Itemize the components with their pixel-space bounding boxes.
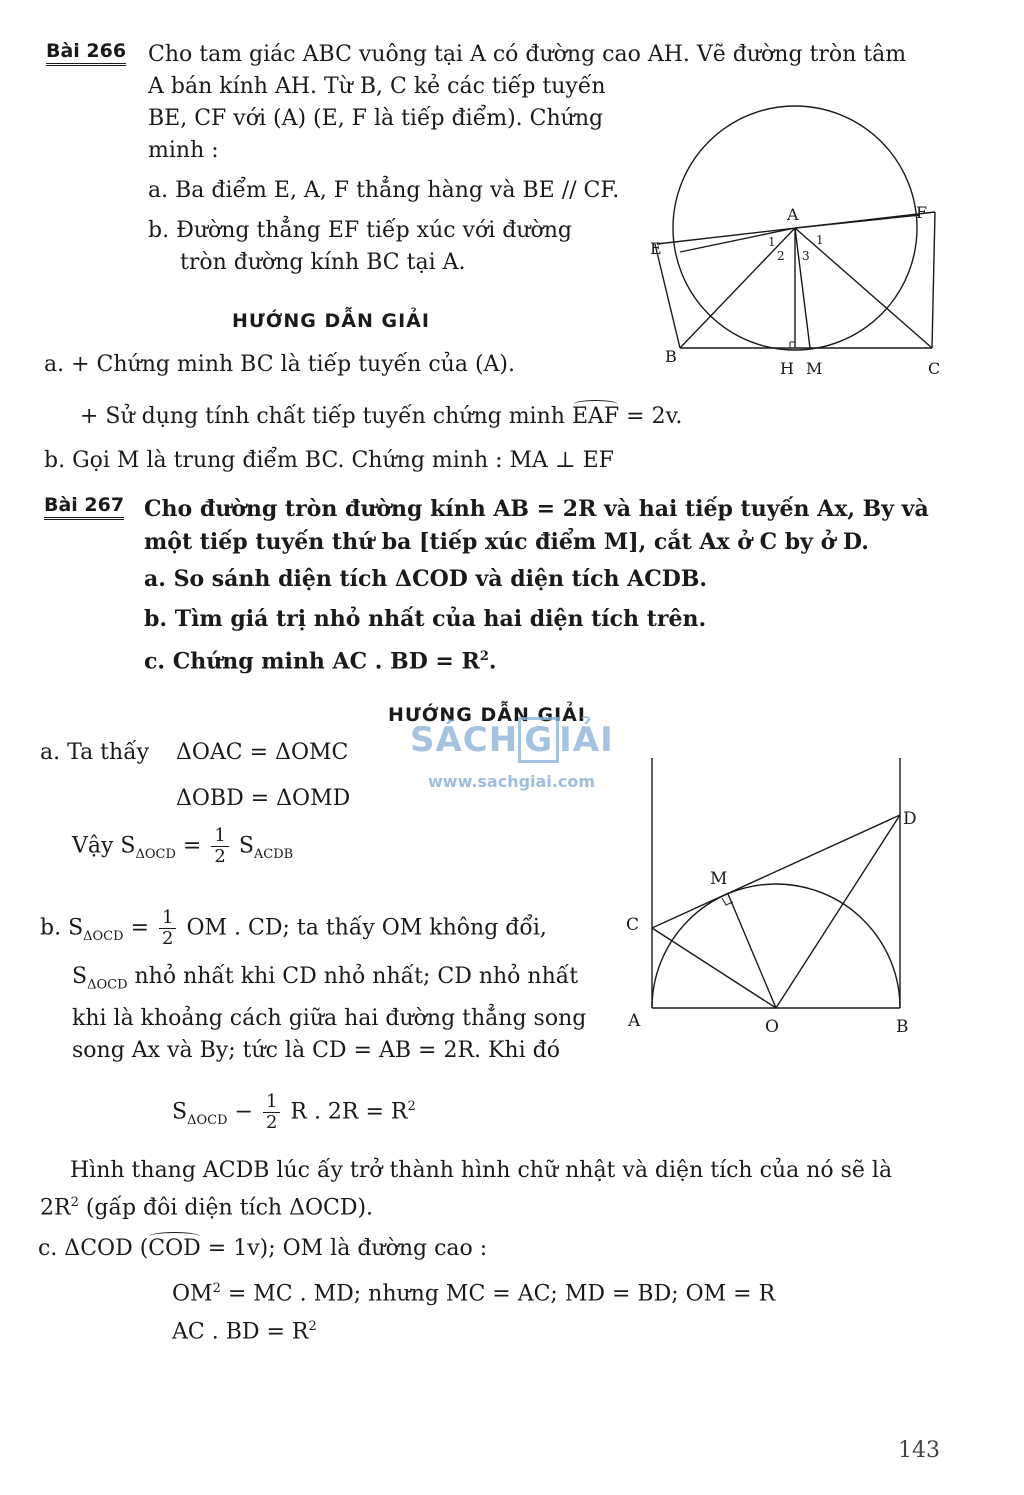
fig267-label-D: D <box>903 809 917 829</box>
exercise-267-text-line1: Cho đường tròn đường kính AB = 2R và hai tiếp tuyến Ax, By và <box>144 496 929 522</box>
fig267-label-A: A <box>628 1011 641 1031</box>
figure-266 <box>640 100 970 390</box>
exercise-267-guide-c-line1: c. ΔCOD (COD = 1v); OM là đường cao : <box>38 1234 487 1264</box>
fig266-label-M: M <box>806 359 823 378</box>
exercise-266-guide-title: HƯỚNG DẪN GIẢI <box>232 310 430 332</box>
fig266-angle-4: 1 <box>816 233 824 247</box>
fig266-label-A: A <box>787 205 799 224</box>
exercise-266-text-line3: BE, CF với (A) (E, F là tiếp điểm). Chứng <box>148 106 604 131</box>
fig266-label-C: C <box>928 359 941 378</box>
exercise-266-text-line2: A bán kính AH. Từ B, C kẻ các tiếp tuyến <box>148 74 606 99</box>
fig267-label-C: C <box>626 915 640 935</box>
exercise-266-label: Bài 266 <box>46 40 126 66</box>
exercise-267-guide-title: HƯỚNG DẪN GIẢI <box>388 704 586 726</box>
exercise-267-guide-b-formula: $S_{\Delta OCD}$ − $\frac{1}{2}$ R . $2R = R^2$ <box>172 1091 416 1133</box>
exercise-266-text-line1: Cho tam giác ABC vuông tại A có đường cao AH. Vẽ đường tròn tâm <box>148 42 907 67</box>
exercise-267-guide-a-intro: a. Ta thấy <box>40 740 150 765</box>
segment-ab <box>680 228 795 348</box>
exercise-267-guide-b-line2: $S_{\Delta OCD}$ nhỏ nhất khi CD nhỏ nhất; CD nhỏ nhất <box>72 964 579 993</box>
page-number: 143 <box>898 1438 940 1463</box>
fig266-angle-1: 1 <box>768 235 776 249</box>
angle-eaf: EAF <box>572 402 619 432</box>
exercise-267-guide-a-eq2: ΔOBD = ΔOMD <box>176 786 351 811</box>
exercise-267-guide-a-eq1: ΔOAC = ΔOMC <box>176 740 349 765</box>
fraction-one-half: $\frac{1}{2}$ <box>263 1092 280 1133</box>
fig266-label-B: B <box>665 347 677 366</box>
exercise-267-label: Bài 267 <box>44 494 124 520</box>
fig267-label-M: M <box>710 869 728 889</box>
exercise-266-part-b-line2: tròn đường kính BC tại A. <box>180 250 466 275</box>
exercise-266-part-b-line1: b. Đường thẳng EF tiếp xúc với đường <box>148 218 573 243</box>
exercise-266-part-a: a. Ba điểm E, A, F thẳng hàng và BE // CF. <box>148 178 620 203</box>
segment-om <box>728 894 776 1008</box>
exercise-267-guide-b-para-line2: $2R^2$ (gấp đôi diện tích ΔOCD). <box>40 1195 374 1221</box>
figure-267 <box>620 750 940 1040</box>
fig266-angle-3: 3 <box>802 249 810 263</box>
exercise-267-part-a: a. So sánh diện tích ΔCOD và diện tích ACDB. <box>144 566 708 592</box>
semicircle <box>652 884 900 1008</box>
exercise-267-guide-a-conclusion: Vậy $S_{\Delta OCD}$ = $\frac{1}{2}$ $S_{ACDB}$ <box>72 825 294 867</box>
fig267-label-O: O <box>765 1017 779 1037</box>
exercise-267-guide-c-line3: AC . BD = $R^2$ <box>172 1319 317 1345</box>
exercise-266-guide-a2: + Sử dụng tính chất tiếp tuyến chứng minh EAF = 2v. <box>80 402 682 432</box>
exercise-266-text-line4: minh : <box>148 138 219 163</box>
exercise-267-guide-b-line3: khi là khoảng cách giữa hai đường thẳng song <box>72 1006 587 1031</box>
fig266-label-H: H <box>780 359 794 378</box>
fig267-label-B: B <box>896 1017 909 1037</box>
fraction-one-half: $\frac{1}{2}$ <box>159 908 176 949</box>
exercise-267-guide-b-para-line1: Hình thang ACDB lúc ấy trở thành hình chữ nhật và diện tích của nó sẽ là <box>70 1158 893 1183</box>
exercise-267-text-line2: một tiếp tuyến thứ ba [tiếp xúc điểm M], cắt Ax ở C by ở D. <box>144 529 869 555</box>
exercise-267-guide-b-line1: b. $S_{\Delta OCD}$ = $\frac{1}{2}$ OM . CD; ta thấy OM không đổi, <box>40 907 547 949</box>
fig266-angle-2: 2 <box>777 249 785 263</box>
exercise-266-guide-a1: a. + Chứng minh BC là tiếp tuyến của (A). <box>44 352 515 377</box>
tangent-cf <box>932 212 935 348</box>
fraction-one-half: $\frac{1}{2}$ <box>211 826 228 867</box>
segment-af <box>795 215 920 228</box>
watermark-logo: SÁCH G IẢI <box>410 720 614 760</box>
watermark-url: www.sachgiai.com <box>428 772 596 791</box>
angle-cod: COD <box>148 1234 201 1264</box>
tangent-be <box>655 244 680 348</box>
exercise-267-guide-c-line2: $OM^2$ = MC . MD; nhưng MC = AC; MD = BD; OM = R <box>172 1281 776 1307</box>
median-am <box>795 228 810 348</box>
segment-oc <box>652 928 776 1008</box>
fig266-label-F: F <box>916 203 928 222</box>
exercise-266-guide-b: b. Gọi M là trung điểm BC. Chứng minh : MA ⊥ EF <box>44 448 614 473</box>
exercise-267-part-c: c. Chứng minh AC . BD = $R^2$. <box>144 648 497 675</box>
exercise-267-part-b: b. Tìm giá trị nhỏ nhất của hai diện tích trên. <box>144 606 707 632</box>
fig266-label-E: E <box>650 239 662 258</box>
exercise-267-guide-b-line4: song Ax và By; tức là CD = AB = 2R. Khi đó <box>72 1038 560 1063</box>
tangent-cd <box>652 815 900 928</box>
